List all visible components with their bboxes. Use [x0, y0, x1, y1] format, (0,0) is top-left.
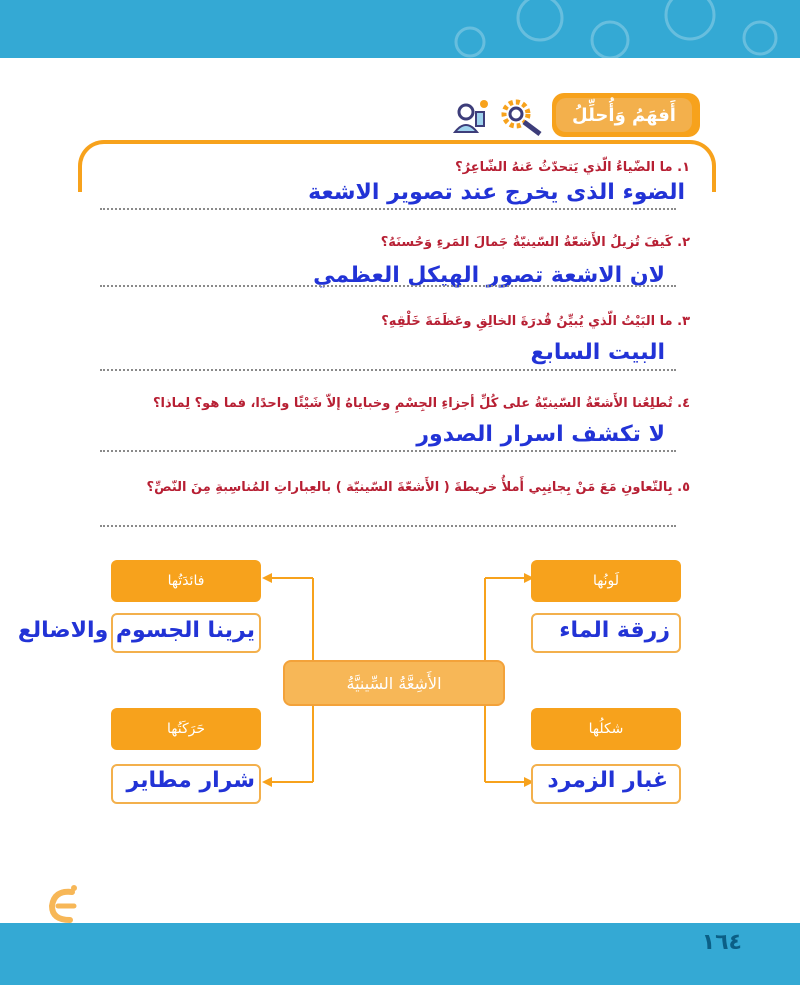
node-benefit-title: فائدَتُها [111, 560, 261, 602]
section-title: أَفهَمُ وَأُحلِّلُ [572, 104, 676, 126]
question-5: ٥. بِالتّعاونِ مَعَ مَنْ بِجانِبِي أَملأُ خريطةَ ( الأَشعّةَ السّينيّة ) بالعِباراتِ المُناسِبةِ مِنَ النّصِّ؟ [146, 480, 690, 495]
node-color-answer: زرقة الماء [559, 618, 670, 643]
node-motion-answer: شرار مطاير [126, 768, 255, 793]
answer-1: الضوء الذى يخرج عند تصوير الاشعة [308, 180, 685, 205]
concept-map-center: الأَشِعَّةُ السِّينيَّةُ [283, 660, 505, 706]
page-number: ١٦٤ [701, 930, 742, 955]
question-4: ٤. تُطلِعُنا الأَشعّةُ السّينيّةُ على كُلِّ أجزاءِ الجِسْمِ وخباياهُ إلاّ شَيْئًا واحدًا، فما هو؟ لِماذا؟ [152, 396, 690, 411]
publisher-logo-icon [44, 884, 84, 928]
node-color-title: لَونُها [531, 560, 681, 602]
node-shape-title: شكلُها [531, 708, 681, 750]
question-1: ١. ما الضّياءُ الّذي يَتحدّثُ عَنهُ الشّاعِرُ؟ [455, 160, 690, 175]
bottom-banner [0, 923, 800, 985]
answer-3: البيت السابع [530, 340, 665, 365]
question-2: ٢. كَيفَ تُزيلُ الأَشعّةُ السّينيّةُ جَمالَ المَرءِ وَحُسنَهُ؟ [380, 235, 690, 250]
node-motion-title: حَرَكَتُها [111, 708, 261, 750]
answer-2: لان الاشعة تصور الهيكل العظمي [313, 263, 665, 288]
node-benefit-answer: يرينا الجسوم والاضالع [17, 618, 255, 643]
question-3: ٣. ما البَيْتُ الّذي يُبيِّنُ قُدرَةَ الخالِقِ وعَظَمَةَ خَلْقِهِ؟ [381, 314, 690, 329]
node-shape-answer: غبار الزمرد [547, 768, 668, 793]
answer-4: لا تكشف اسرار الصدور [416, 422, 665, 447]
